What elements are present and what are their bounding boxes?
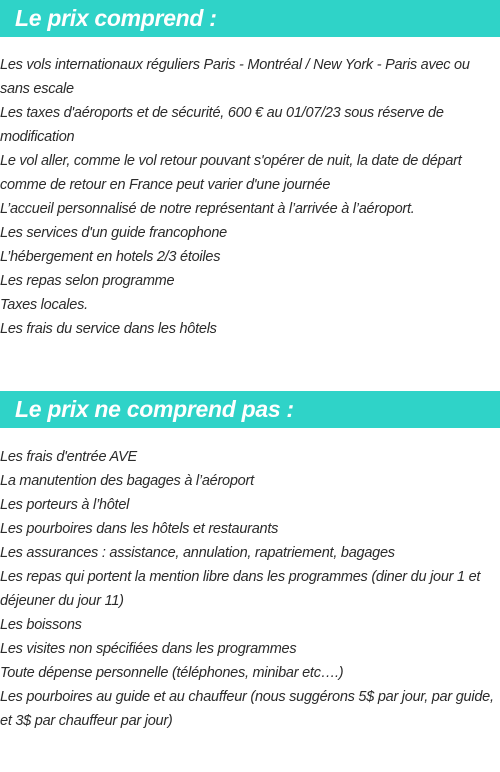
list-item: Le vol aller, comme le vol retour pouvant s'opérer de nuit, la date de départ comme de retour en France peut varier d'une journée: [0, 153, 462, 193]
list-item: Les porteurs à l’hôtel: [0, 497, 130, 513]
section-spacer: [0, 341, 500, 391]
list-item: L’hébergement en hotels 2/3 étoiles: [0, 249, 221, 265]
list-item: Les boissons: [0, 617, 82, 633]
excluded-items-list: [0, 445, 500, 733]
list-item: Les vols internationaux réguliers Paris - Montréal / New York - Paris avec ou sans escale: [0, 57, 470, 97]
list-item: Taxes locales.: [0, 297, 88, 313]
list-item: Les pourboires dans les hôtels et restaurants: [0, 521, 279, 537]
list-item: Les frais du service dans les hôtels: [0, 321, 217, 337]
list-item: Toute dépense personnelle (téléphones, minibar etc….): [0, 665, 344, 681]
list-item: Les repas qui portent la mention libre dans les programmes (diner du jour 1 et déjeuner du jour 11): [0, 569, 481, 609]
list-item: Les frais d'entrée AVE: [0, 449, 137, 465]
included-items-list: [0, 53, 500, 341]
list-item: Les taxes d'aéroports et de sécurité, 600 € au 01/07/23 sous réserve de modification: [0, 105, 444, 145]
list-item: Les pourboires au guide et au chauffeur (nous suggérons 5$ par jour, par guide, et 3$ par chauffeur par jour): [0, 689, 494, 729]
list-item: Les visites non spécifiées dans les programmes: [0, 641, 297, 657]
excluded-section-header: Le prix ne comprend pas :: [0, 391, 500, 428]
included-section-header: Le prix comprend :: [0, 0, 500, 37]
list-item: L’accueil personnalisé de notre représentant à l’arrivée à l’aéroport.: [0, 201, 415, 217]
list-item: Les services d'un guide francophone: [0, 225, 227, 241]
list-item: Les assurances : assistance, annulation, rapatriement, bagages: [0, 545, 395, 561]
list-item: Les repas selon programme: [0, 273, 175, 289]
list-item: La manutention des bagages à l’aéroport: [0, 473, 254, 489]
